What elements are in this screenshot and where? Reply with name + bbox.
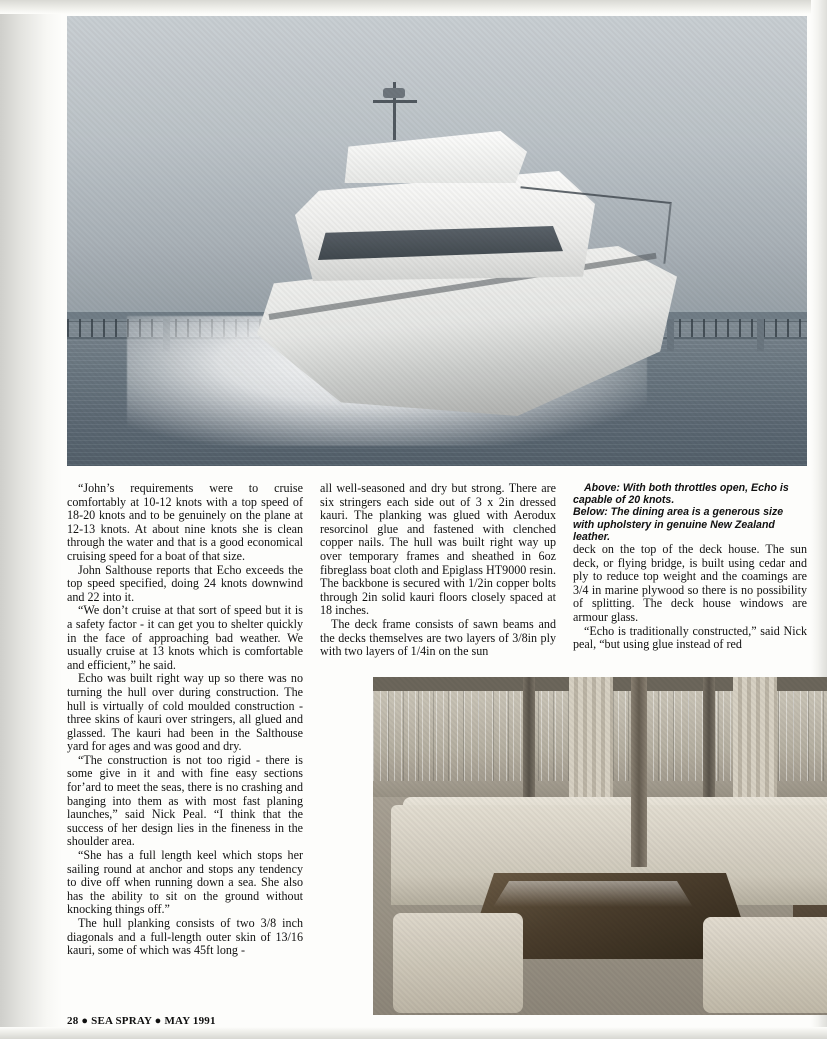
paragraph: “John’s requirements were to cruise comfortably at 10-12 knots with a top speed of 18-20 knots and to be genuinely on the plane at 12-13 knots. At about nine knots she is clean through the water and that is a good economical cruising speed for a boat of that size. xyxy=(67,481,303,563)
mast-crossbar xyxy=(373,100,417,103)
radar-dome-icon xyxy=(383,88,405,98)
boat-underway-photo xyxy=(67,16,807,466)
paragraph: “We don’t cruise at that sort of speed but it is a safety factor - it can get you to shelter quickly in the face of approaching bad weather. We usually cruise at 13 knots which is comfortable and efficient,” he said. xyxy=(67,603,303,672)
paragraph: all well-seasoned and dry but strong. There are six stringers each side out of 3 x 2in dressed kauri. The planking was glued with Aerodux resorcinol glue and fastened with clenched copper nails. The hull was built right way up over temporary frames and sheathed in 6oz fibreglass boat cloth and Epiglass HT9000 resin. The backbone is secured with 1/2in copper bolts through 2in solid kauri floors closely spaced at 18 inches. xyxy=(320,481,556,618)
paragraph: “Echo is traditionally constructed,” said Nick peal, “but using glue instead of red xyxy=(573,623,807,652)
photo-grain-overlay xyxy=(373,677,827,1015)
paragraph: deck on the top of the deck house. The sun deck, or flying bridge, is built using cedar and ply to reduce top weight and the coamings are 3/4 in marine plywood so there is no possibility of splitting. The deck house windows are armour glass. xyxy=(573,542,807,624)
paragraph: Echo was built right way up so there was no turning the hull over during construction. The hull is virtually of cold moulded construction - three skins of kauri over stringers, all glued and glassed. The kauri had been in the Salthouse yard for ages and was good and dry. xyxy=(67,671,303,754)
flying-bridge xyxy=(337,131,527,183)
paragraph: “The construction is not too rigid - there is some give in it and with fine easy sections for’ard to meet the seas, there is no crashing and banging into them as with most fast planing launches,” said Nick Peal. “I think that the success of her design lies in the fineness in the shoulder area. xyxy=(67,752,303,849)
scan-edge-left xyxy=(0,0,62,1039)
text-column-3 xyxy=(573,482,807,652)
scan-edge-top xyxy=(0,0,827,14)
paragraph: The hull planking consists of two 3/8 inch diagonals and a full-length outer skin of 13/16 kauri, some of which was 45ft long - xyxy=(67,916,303,958)
photo-caption-below: Below: The dining area is a generous size with upholstery in genuine New Zealand leather. xyxy=(573,506,784,543)
photo-caption-above: Above: With both throttles open, Echo is capable of 20 knots. xyxy=(573,482,789,507)
dining-area-photo xyxy=(373,677,827,1015)
bridge-pier xyxy=(757,319,764,351)
scan-edge-bottom xyxy=(0,1027,827,1039)
paragraph: The deck frame consists of sawn beams and the decks themselves are two layers of 3/8in ply with two layers of 1/4in on the sun xyxy=(320,616,556,659)
paragraph: “She has a full length keel which stops her sailing round at anchor and stops any tendency to dive off when running down a sea. She also has the ability to sit on the ground without knocking things off.” xyxy=(67,848,303,917)
text-column-2 xyxy=(320,482,556,659)
text-column-1 xyxy=(67,482,303,958)
page-footer: 28 ● SEA SPRAY ● MAY 1991 xyxy=(67,1015,216,1027)
page-content xyxy=(62,14,811,1027)
motor-launch-echo xyxy=(217,76,687,426)
paragraph: John Salthouse reports that Echo exceeds the top speed specified, doing 24 knots downwind and 22 into it. xyxy=(67,562,303,604)
